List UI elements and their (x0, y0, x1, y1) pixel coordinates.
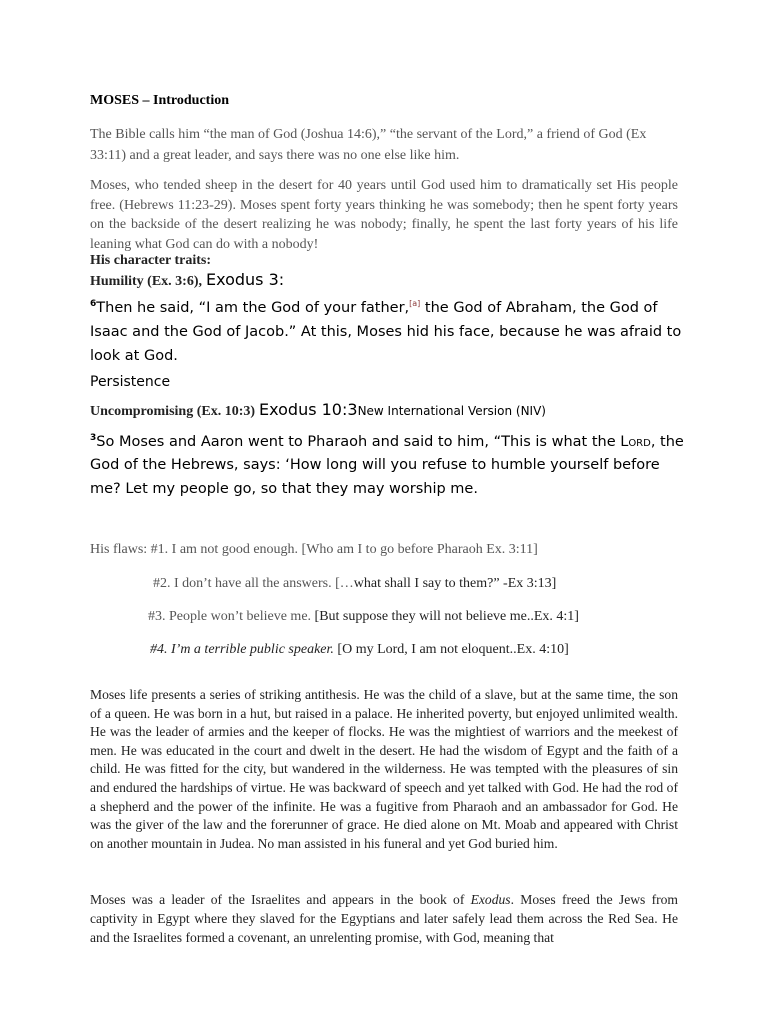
leader-text: Moses was a leader of the Israelites and appears in the book of (90, 892, 471, 907)
flaw-3-text: #3. People won’t believe me. (148, 609, 315, 624)
flaw-2-text: #2. I don’t have all the answers. [… (153, 576, 354, 591)
verse-text: Then he said, “I am the God of your father, (96, 299, 410, 316)
humility-label: Humility (Ex. 3:6), (90, 274, 202, 289)
verse-text: So Moses and Aaron went to Pharaoh and said to him, “This is what the (96, 433, 621, 450)
flaw-2-quote: what shall I say to them?” -Ex 3:13] (353, 576, 557, 591)
uncompromising-line (90, 400, 678, 420)
flaw-3-quote: [But suppose they will not believe me..Ex. 4:1] (314, 609, 579, 624)
flaw-4 (150, 642, 738, 658)
humility-verse (90, 292, 690, 368)
leader-text: . Moses freed the Jews from captivity in Egypt where they slaved for the Egyptians and later safely lead them across the Red Sea. He and the Israelites formed a covenant, an unrelenting promise, with God, meaning that (90, 892, 678, 945)
antithesis-paragraph: Moses life presents a series of striking antithesis. He was the child of a slave, but at the same time, the son of a queen. He was born in a hut, but raised in a palace. He inherited poverty, but enjoyed unlimited wealth. He was the leader of armies and the keeper of flocks. He was the mightiest of warriors and the meekest of men. He was educated in the court and dwelt in the desert. He had the wisdom of Egypt and the faith of a child. He was fitted for the city, but wandered in the wilderness. He was tempted with the pleasures of sin and endured the hardships of virtue. He was backward of speech and yet talked with God. He had the rod of a shepherd and the power of the infinite. He was a fugitive from Pharaoh and an ambassador for God. He was the giver of the law and the forerunner of grace. He died alone on Mt. Moab and appeared with Christ on another mountain in Judea. No man assisted in his funeral and yet God buried him. (90, 687, 678, 851)
humility-reference: Exodus 3: (206, 270, 285, 289)
uncompromising-verse (90, 427, 690, 501)
footnote-link[interactable]: [a] (409, 299, 421, 308)
verse-number: 6 (90, 299, 97, 309)
traits-heading: His character traits: (90, 253, 212, 268)
desert-paragraph: Moses, who tended sheep in the desert for 40 years until God used him to dramatically set His people free. (Hebrews 11:23-29). Moses spent forty years thinking he was somebody; then he spent forty years on the backside of the desert realizing he was nobody; finally, he spent the last forty years of his life leaning what God can do with a nobody! (90, 178, 678, 252)
flaw-3 (148, 609, 736, 625)
flaw-2 (153, 576, 741, 592)
humility-line (90, 270, 678, 290)
verse-text: , the God of the Hebrews, says: ‘How long will you refuse to humble yourself before me? Let my people go, so that they may worship me. (90, 433, 684, 497)
uncompromising-label: Uncompromising (Ex. 10:3) (90, 404, 256, 419)
intro-paragraph: The Bible calls him “the man of God (Joshua 14:6),” “the servant of the Lord,” a friend of God (Ex 33:11) and a great leader, and says there was no one else like him. (90, 127, 647, 163)
verse-text: the God of Abraham, the God of Isaac and the God of Jacob.” At this, Moses hid his face, because he was afraid to look at God. (90, 299, 682, 364)
flaw-1: His flaws: #1. I am not good enough. [Who am I to go before Pharaoh Ex. 3:11] (90, 542, 538, 557)
lord-smallcaps: Lord (620, 433, 651, 450)
flaw-4-quote: [O my Lord, I am not eloquent..Ex. 4:10] (337, 642, 569, 657)
verse-number: 3 (90, 433, 97, 443)
book-title: Exodus (470, 892, 511, 907)
bible-version: New International Version (NIV) (357, 404, 546, 418)
leader-paragraph (90, 890, 678, 947)
persistence-label: Persistence (90, 374, 171, 390)
page-title: MOSES – Introduction (90, 93, 229, 108)
uncompromising-reference: Exodus 10:3 (259, 400, 358, 419)
flaw-4-text: #4. I’m a terrible public speaker. (150, 642, 338, 657)
